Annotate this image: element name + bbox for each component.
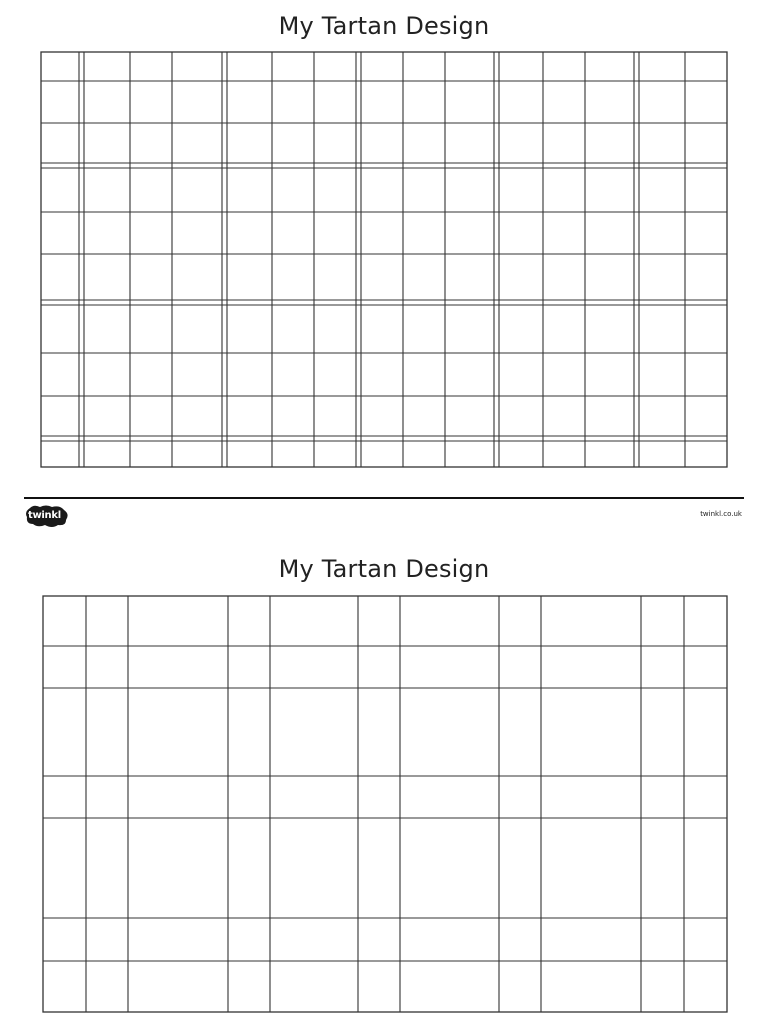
site-url[interactable]: twinkl.co.uk <box>700 510 742 518</box>
logo-text: twinkl <box>28 510 61 521</box>
grid-2-border <box>43 596 727 1012</box>
worksheet-1-title: My Tartan Design <box>278 12 490 40</box>
worksheet-2-title: My Tartan Design <box>278 555 490 583</box>
